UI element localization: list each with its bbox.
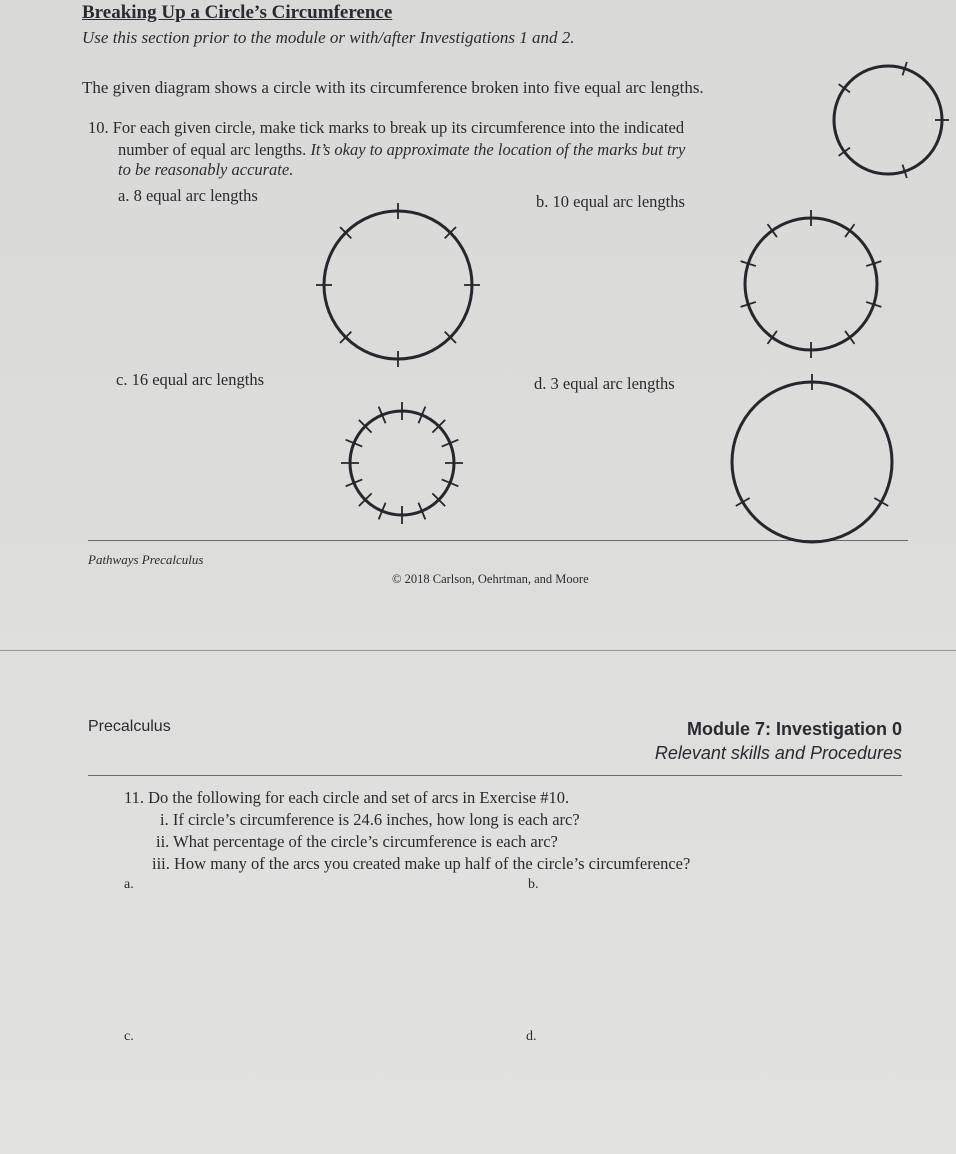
header2-module: Module 7: Investigation 0 (686, 719, 902, 739)
circle-d-3-arcs (732, 374, 892, 542)
circle-outline (732, 382, 892, 542)
q11-label-d: d. (526, 1029, 537, 1044)
footer-copyright: © 2018 Carlson, Oehrtman, and Moore (392, 572, 589, 586)
q11-label-a: a. (124, 877, 134, 892)
q10-part-d-label: d. 3 equal arc lengths (534, 374, 675, 393)
circle-outline (834, 66, 942, 174)
q10-part-b-label: b. 10 equal arc lengths (536, 192, 685, 211)
header2-subtitle: Relevant skills and Procedures (654, 743, 902, 763)
tick-mark (768, 331, 777, 344)
q10-line2-plain: number of equal arc lengths. (118, 140, 311, 159)
example-circle-5-arcs (834, 62, 949, 178)
tick-mark (845, 224, 854, 237)
circle-outline (745, 218, 877, 350)
q11-stem: 11. Do the following for each circle and set of arcs in Exercise #10. (124, 788, 570, 807)
q11-label-b: b. (528, 877, 539, 892)
q10-line1: 10. For each given circle, make tick marks to break up its circumference into the indicated (88, 118, 685, 137)
q10-part-c-label: c. 16 equal arc lengths (116, 370, 264, 389)
circle-a-8-arcs (316, 203, 480, 367)
q10-line3: to be reasonably accurate. (118, 160, 294, 179)
section-subtitle: Use this section prior to the module or with/after Investigations 1 and 2. (82, 28, 575, 47)
footer-left: Pathways Precalculus (88, 552, 204, 567)
circle-b-10-arcs (741, 210, 882, 358)
intro-text: The given diagram shows a circle with its circumference broken into five equal arc lengths. (82, 78, 704, 97)
header2-divider (88, 775, 902, 776)
q11-iii: iii. How many of the arcs you created make up half of the circle’s circumference? (152, 854, 691, 873)
circle-c-16-arcs (341, 402, 463, 524)
tick-mark (845, 331, 854, 344)
section-title: Breaking Up a Circle’s Circumference (82, 2, 393, 23)
q11-i: i. If circle’s circumference is 24.6 inches, how long is each arc? (160, 810, 580, 829)
page-break (0, 650, 956, 651)
q11-ii: ii. What percentage of the circle’s circumference is each arc? (156, 832, 558, 851)
q10-line2-italic: It’s okay to approximate the location of the marks but try (310, 140, 686, 159)
tick-mark (768, 224, 777, 237)
q10-part-a-label: a. 8 equal arc lengths (118, 186, 258, 205)
header2-left: Precalculus (88, 718, 171, 735)
q11-label-c: c. (124, 1029, 134, 1044)
